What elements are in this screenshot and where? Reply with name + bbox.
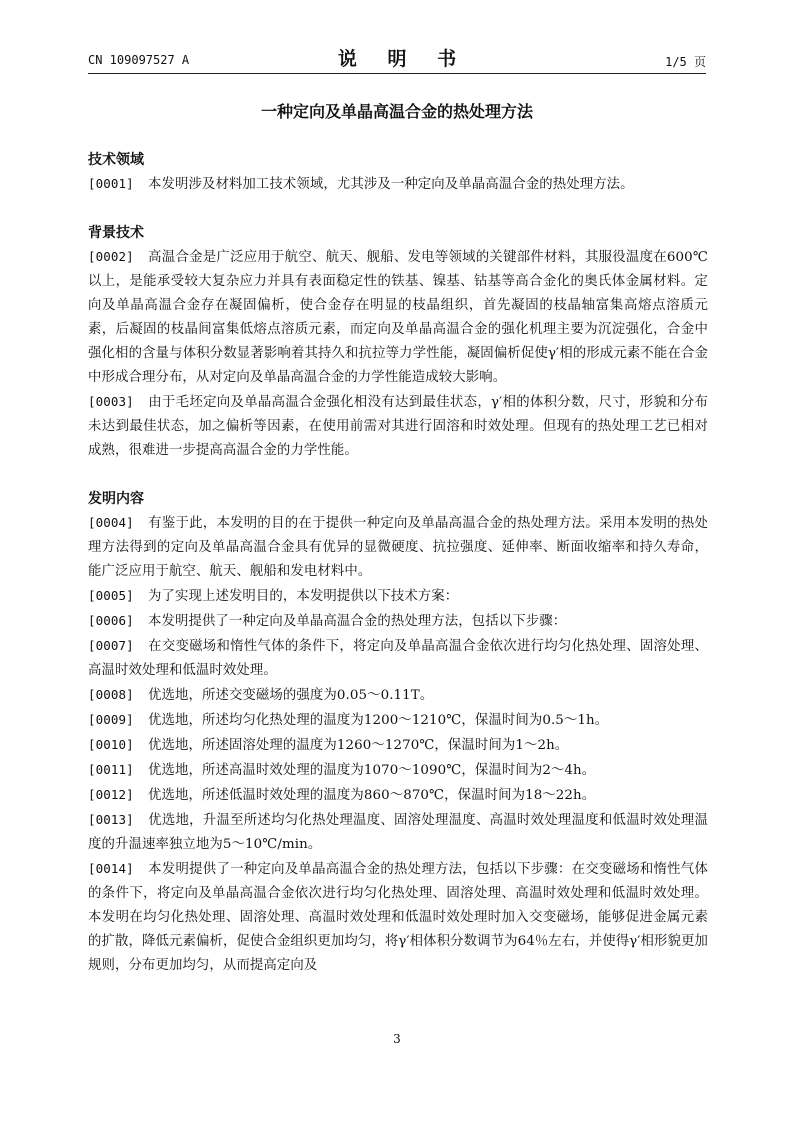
- paragraph-0010: [88, 733, 708, 758]
- paragraph-text: 本发明提供了一种定向及单晶高温合金的热处理方法，包括以下步骤：: [148, 614, 567, 629]
- paragraph-text: 为了实现上述发明目的，本发明提供以下技术方案：: [148, 589, 459, 604]
- paragraph-number: [0002]: [88, 249, 134, 264]
- paragraph-number: [0011]: [88, 762, 134, 777]
- paragraph-0005: [88, 584, 708, 609]
- patent-number: CN 109097527 A: [88, 53, 190, 67]
- paragraph-text: 在交变磁场和惰性气体的条件下，将定向及单晶高温合金依次进行均匀化热处理、固溶处理、高温时效处理和低温时效处理。: [88, 639, 708, 678]
- paragraph-number: [0006]: [88, 613, 134, 628]
- paragraph-text: 由于毛坯定向及单晶高温合金强化相没有达到最佳状态，γ′相的体积分数，尺寸，形貌和分布未达到最佳状态，加之偏析等因素，在使用前需对其进行固溶和时效处理。但现有的热处理工艺已相对成熟，很难进一步提高高温合金的力学性能。: [88, 395, 708, 458]
- paragraph-0009: [88, 708, 708, 733]
- paragraph-0011: [88, 758, 708, 783]
- page-header: [88, 44, 706, 74]
- section-heading-background: 背景技术: [88, 225, 144, 241]
- paragraph-number: [0008]: [88, 687, 134, 702]
- page-number: 3: [393, 1032, 401, 1046]
- document-title: 一种定向及单晶高温合金的热处理方法: [260, 102, 533, 121]
- paragraph-0014: [88, 857, 708, 978]
- paragraph-number: [0004]: [88, 515, 134, 530]
- paragraph-number: [0001]: [88, 176, 134, 191]
- paragraph-0001: [88, 172, 708, 197]
- paragraph-text: 有鉴于此，本发明的目的在于提供一种定向及单晶高温合金的热处理方法。采用本发明的热处理方法得到的定向及单晶高温合金具有优异的显微硬度、抗拉强度、延伸率、断面收缩率和持久寿命，能广泛应用于航空、航天、舰船和发电材料中。: [88, 516, 708, 579]
- paragraph-number: [0009]: [88, 712, 134, 727]
- paragraph-text: 优选地，所述固溶处理的温度为1260～1270℃，保温时间为1～2h。: [148, 738, 569, 753]
- paragraph-text: 优选地，所述低温时效处理的温度为860～870℃，保温时间为18～22h。: [148, 788, 596, 803]
- document-body: [88, 148, 708, 978]
- paragraph-text: 优选地，所述均匀化热处理的温度为1200～1210℃，保温时间为0.5～1h。: [148, 713, 609, 728]
- header-section-title: 说 明 书: [337, 48, 469, 70]
- section-heading-technical-field: 技术领域: [88, 152, 144, 168]
- paragraph-0012: [88, 783, 708, 808]
- paragraph-number: [0013]: [88, 812, 134, 827]
- paragraph-text: 高温合金是广泛应用于航空、航天、舰船、发电等领域的关键部件材料，其服役温度在600℃以上，是能承受较大复杂应力并具有表面稳定性的铁基、镍基、钴基等高合金化的奥氏体金属材料。定向及单晶高温合金存在凝固偏析，使合金存在明显的枝晶组织，首先凝固的枝晶轴富集高熔点溶质元素，后凝固的枝晶间富集低熔点溶质元素，而定向及单晶高温合金的强化机理主要为沉淀强化，合金中强化相的含量与体积分数显著影响着其持久和抗拉等力学性能，凝固偏析促使γ′相的形成元素不能在合金中形成合理分布，从对定向及单晶高温合金的力学性能造成较大影响。: [88, 250, 708, 385]
- paragraph-0013: [88, 808, 708, 857]
- paragraph-number: [0007]: [88, 638, 134, 653]
- paragraph-text: 优选地，所述高温时效处理的温度为1070～1090℃，保温时间为2～4h。: [148, 763, 596, 778]
- paragraph-number: [0014]: [88, 861, 134, 876]
- paragraph-0007: [88, 634, 708, 683]
- paragraph-0006: [88, 609, 708, 634]
- paragraph-0002: [88, 245, 708, 390]
- paragraph-number: [0003]: [88, 394, 134, 409]
- paragraph-0008: [88, 683, 708, 708]
- section-heading-summary: 发明内容: [88, 491, 144, 507]
- paragraph-text: 本发明涉及材料加工技术领域，尤其涉及一种定向及单晶高温合金的热处理方法。: [148, 177, 634, 192]
- paragraph-number: [0005]: [88, 588, 134, 603]
- paragraph-number: [0010]: [88, 737, 134, 752]
- paragraph-text: 优选地，所述交变磁场的强度为0.05～0.11T。: [148, 688, 434, 703]
- paragraph-0003: [88, 390, 708, 463]
- page-count: 1/5 页: [665, 55, 706, 69]
- paragraph-0004: [88, 511, 708, 584]
- paragraph-text: 优选地，升温至所述均匀化热处理温度、固溶处理温度、高温时效处理温度和低温时效处理温度的升温速率独立地为5～10℃/min。: [88, 813, 708, 852]
- header-divider: [88, 73, 706, 74]
- paragraph-text: 本发明提供了一种定向及单晶高温合金的热处理方法，包括以下步骤：在交变磁场和惰性气体的条件下，将定向及单晶高温合金依次进行均匀化热处理、固溶处理、高温时效处理和低温时效处理。本发明在均匀化热处理、固溶处理、高温时效处理和低温时效处理时加入交变磁场，能够促进金属元素的扩散，降低元素偏析，促使合金组织更加均匀，将γ′相体积分数调节为64％左右，并使得γ′相形貌更加规则，分布更加均匀，从而提高定向及: [88, 862, 708, 973]
- paragraph-number: [0012]: [88, 787, 134, 802]
